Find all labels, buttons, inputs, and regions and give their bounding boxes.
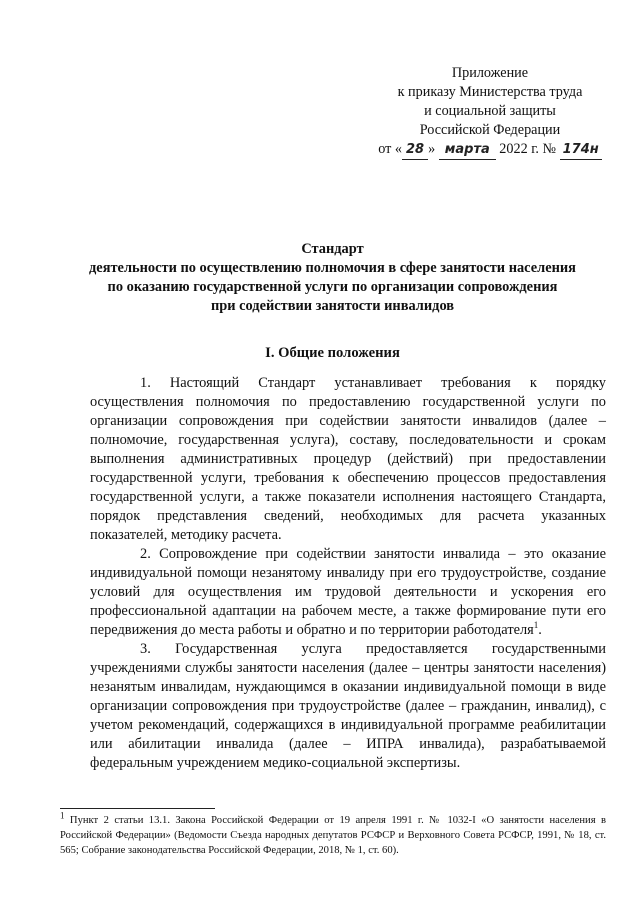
footnote-mark: 1 xyxy=(60,810,65,821)
paragraph-2-text: 2. Сопровождение при содействии занятости инвалида – это оказание индивидуальной помощи незанятому инвалиду при его трудоустройстве, создание условий для осуществления им трудовой деятельности и ускорения его профессиональной адаптации на рабочем месте, а также формирование пути его передвижения до места работы и обратно и по территории работодателя xyxy=(90,546,606,638)
footnote-text: Пункт 2 статьи 13.1. Закона Российской Федерации от 19 апреля 1991 г. № 1032-I «О занятости населения в Российской Федерации» (Ведомости Съезда народных депутатов РСФСР и Верховного Совета РСФСР, 1991, № 18, ст. 565; Собрание законодательства Российской Федерации, 2018, № 1, ст. 60). xyxy=(60,815,606,856)
title-line-3: по оказанию государственной услуги по организации сопровождения xyxy=(107,279,558,295)
approval-ministry: и социальной защиты xyxy=(424,103,556,119)
handwritten-order-number: 174н xyxy=(560,140,602,160)
approval-order-ref: к приказу Министерства труда xyxy=(397,84,583,100)
section-heading: I. Общие положения xyxy=(265,345,400,361)
title-line-4: при содействии занятости инвалидов xyxy=(210,298,455,314)
approval-label: Приложение xyxy=(451,65,529,81)
approval-date-line xyxy=(360,140,620,160)
paragraph-1: 1. Настоящий Стандарт устанавливает требования к порядку осуществления полномочия по предоставлению государственной услуги по организации сопровождения при содействии занятости инвалидов (далее – полномочие, государственная услуга), составу, последовательности и срокам выполнения административных процедур (действий) при предоставлении государственной услуги, требования к обеспечению процессов предоставления государственной услуги, а также показатели исполнения настоящего Стандарта, порядок представления сведений, необходимых для расчета указанных показателей, методику расчета. xyxy=(90,375,606,543)
title-line-2: деятельности по осуществлению полномочия в сфере занятости населения xyxy=(89,260,576,276)
footnote xyxy=(60,810,606,858)
handwritten-month: марта xyxy=(439,140,496,160)
date-prefix: от « xyxy=(378,141,402,157)
date-year: 2022 г. № xyxy=(499,141,557,157)
document-title xyxy=(60,240,605,316)
title-line-1: Стандарт xyxy=(301,241,364,257)
approval-block xyxy=(360,64,620,160)
body-text xyxy=(90,374,606,773)
handwritten-day: 28 xyxy=(402,140,428,160)
paragraph-2-end: . xyxy=(538,622,542,638)
date-separator: » xyxy=(428,141,436,157)
approval-country: Российской Федерации xyxy=(419,122,561,138)
footnote-reference[interactable]: 1 xyxy=(533,620,539,631)
footnote-divider xyxy=(60,808,215,809)
paragraph-3: 3. Государственная услуга предоставляется государственными учреждениями службы занятости населения (далее – центры занятости населения) незанятым инвалидам, нуждающимся в оказании индивидуальной помощи в виде организации сопровождения при трудоустройстве (далее – гражданин, инвалид), с учетом рекомендаций, содержащихся в индивидуальной программе реабилитации или абилитации инвалида (далее – ИПРА инвалида), разрабатываемой федеральным учреждением медико-социальной экспертизы. xyxy=(90,641,606,771)
paragraph-2 xyxy=(90,545,606,640)
